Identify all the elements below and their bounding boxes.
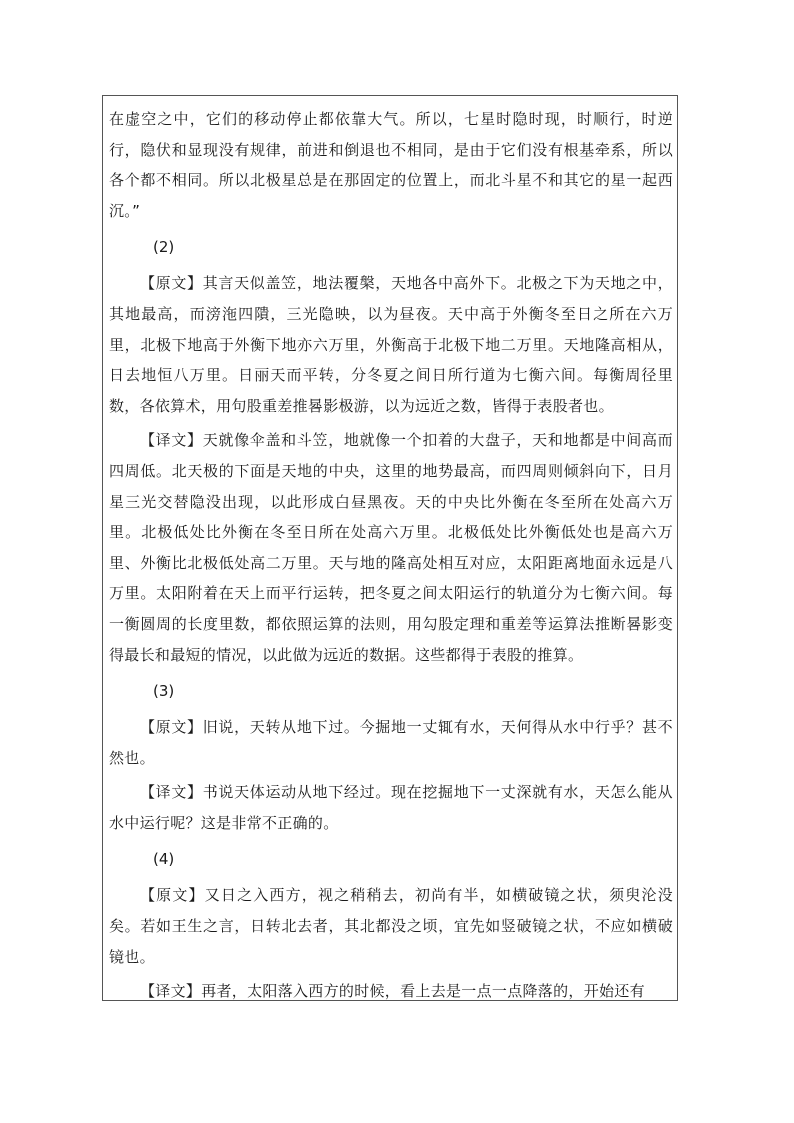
- paragraph-translation: 【译文】书说天体运动从地下经过。现在挖掘地下一丈深就有水，天怎么能从水中运行呢？这是非常不正确的。: [109, 783, 673, 832]
- paragraph-original: 【原文】旧说，天转从地下过。今掘地一丈辄有水，天何得从水中行乎？甚不然也。: [109, 718, 673, 767]
- section-number: (4): [153, 850, 175, 869]
- paragraph-translation: 【译文】再者，太阳落入西方的时候，看上去是一点一点降落的，开始还有: [140, 982, 645, 1001]
- document-frame: [102, 95, 678, 1001]
- section-number: (3): [153, 682, 175, 701]
- section-number: (2): [153, 238, 175, 257]
- paragraph: 在虚空之中，它们的移动停止都依靠大气。所以，七星时隐时现，时顺行，时逆行，隐伏和显现没有规律，前进和倒退也不相同，是由于它们没有根基牵系，所以各个都不相同。所以北极星总是在那固定的位置上，而北斗星不和其它的星一起西沉。”: [109, 110, 673, 220]
- paragraph-original: 【原文】又日之入西方，视之稍稍去，初尚有半，如横破镜之状，须臾沦没矣。若如王生之言，日转北去者，其北都没之顷，宜先如竖破镜之状，不应如横破镜也。: [109, 886, 673, 966]
- paragraph-original: 【原文】其言天似盖笠，地法覆槃，天地各中高外下。北极之下为天地之中，其地最高，而滂沲四隤，三光隐映，以为昼夜。天中高于外衡冬至日之所在六万里，北极下地高于外衡下地亦六万里，外衡高于北极下地二万里。天地隆高相从，日去地恒八万里。日丽天而平转，分冬夏之间日所行道为七衡六间。每衡周径里数，各依算术，用句股重差推晷影极游，以为远近之数，皆得于表股者也。: [109, 274, 673, 415]
- document-body: [109, 104, 673, 1001]
- paragraph-translation: 【译文】天就像伞盖和斗笠，地就像一个扣着的大盘子，天和地都是中间高而四周低。北天极的下面是天地的中央，这里的地势最高，而四周则倾斜向下，日月星三光交替隐没出现，以此形成白昼黑夜。天的中央比外衡在冬至所在处高六万里。北极低处比外衡在冬至日所在处高六万里。北极低处比外衡低处也是高六万里、外衡比北极低处高二万里。天与地的隆高处相互对应，太阳距离地面永远是八万里。太阳附着在天上而平行运转，把冬夏之间太阳运行的轨道分为七衡六间。每一衡圆周的长度里数，都依照运算的法则，用勾股定理和重差等运算法推断晷影变得最长和最短的情况，以此做为远近的数据。这些都得于表股的推算。: [109, 431, 673, 664]
